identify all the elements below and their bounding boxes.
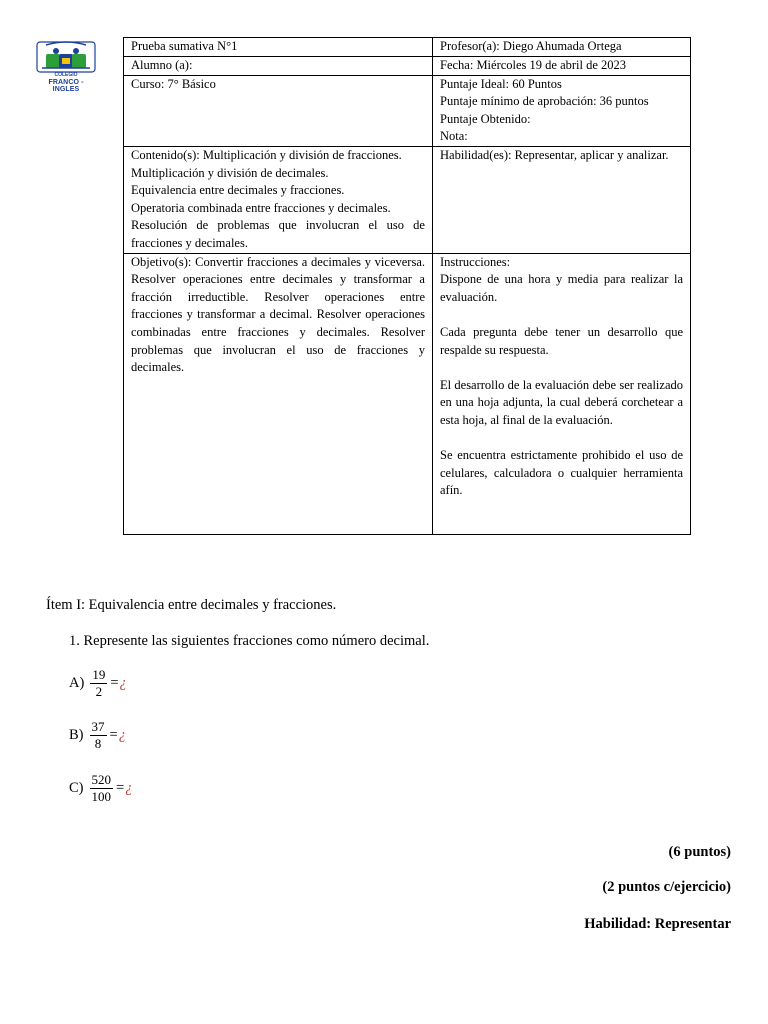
fecha-label: Fecha: Miércoles 19 de abril de 2023: [440, 57, 627, 72]
habilidades-text: Habilidad(es): Representar, aplicar y analizar.: [440, 147, 669, 162]
puntaje-ideal: Puntaje Ideal: 60 Puntos: [440, 76, 562, 91]
contenido-item: Contenido(s): Multiplicación y división de fracciones.: [131, 147, 402, 162]
habilidades-cell: [433, 146, 691, 253]
contenido-item: Resolución de problemas que involucran el uso de fracciones y decimales.: [131, 218, 425, 250]
prueba-label: Prueba sumativa N°1: [131, 39, 238, 53]
habilidad-label: Habilidad: Representar: [584, 916, 731, 932]
instruccion-item: El desarrollo de la evaluación debe ser realizado en una hoja adjunta, la cual deberá corchetear a esta hoja, al final de la evaluación.: [440, 377, 683, 427]
fraction: [90, 668, 107, 699]
profesor-label: Profesor(a): Diego Ahumada Ortega: [440, 39, 622, 53]
equals-sign: =: [109, 727, 118, 743]
fraction-b: [69, 720, 126, 751]
denominator: 100: [91, 789, 111, 804]
contenidos-cell: [124, 146, 433, 253]
fecha-cell: [433, 56, 691, 75]
logo-line1: COLEGIO: [54, 72, 78, 78]
equals-sign: =: [110, 675, 119, 691]
school-logo-emblem-icon: [36, 41, 96, 73]
header-table: [123, 37, 691, 535]
puntos-por-ejercicio: (2 puntos c/ejercicio): [602, 879, 731, 895]
answer-mark: ¿: [118, 727, 126, 743]
logo-line2: FRANCO - INGLES: [48, 79, 84, 93]
fraction: [90, 720, 107, 751]
prueba-cell: [124, 38, 433, 57]
nota-label: Nota:: [440, 129, 468, 144]
fraction-label: A): [69, 675, 85, 691]
fraction-a: [69, 668, 127, 699]
curso-label: Curso: 7° Básico: [131, 76, 216, 91]
numerator: 520: [91, 772, 111, 787]
question-text: 1. Represente las siguientes fracciones como número decimal.: [69, 633, 430, 649]
puntaje-minimo: Puntaje mínimo de aprobación: 36 puntos: [440, 94, 649, 109]
contenido-item: Operatoria combinada entre fracciones y decimales.: [131, 200, 391, 215]
denominator: 2: [95, 684, 103, 699]
school-logo: [36, 41, 96, 103]
profesor-cell: [433, 38, 691, 57]
instrucciones-cell: [433, 253, 691, 534]
alumno-label: Alumno (a):: [131, 57, 193, 72]
fraction-label: C): [69, 780, 84, 796]
objetivos-text: Objetivo(s): Convertir fracciones a decimales y viceversa. Resolver operaciones entre decimales y transformar a fracción irreductible. Resolver operaciones entre fracciones y transformar a decimal. Resolver operaciones combinadas entre fracciones y decimales. Resolver problemas que involucran el uso de fracciones y decimales.: [131, 254, 425, 375]
answer-mark: ¿: [125, 780, 133, 796]
contenido-item: Equivalencia entre decimales y fracciones.: [131, 183, 345, 198]
instruccion-item: Cada pregunta debe tener un desarrollo que respalde su respuesta.: [440, 324, 683, 357]
instrucciones-title: Instrucciones:: [440, 254, 511, 269]
curso-cell: [124, 75, 433, 146]
puntaje-obtenido: Puntaje Obtenido:: [440, 111, 531, 126]
fraction: [90, 773, 114, 804]
item-title: Ítem I: Equivalencia entre decimales y fracciones.: [46, 597, 337, 613]
instruccion-item: Dispone de una hora y media para realizar la evaluación.: [440, 272, 683, 304]
numerator: 19: [92, 667, 106, 682]
contenido-item: Multiplicación y división de decimales.: [131, 165, 329, 180]
equals-sign: =: [116, 780, 125, 796]
fraction-label: B): [69, 727, 84, 743]
puntaje-cell: [433, 75, 691, 146]
instruccion-item: Se encuentra estrictamente prohibido el uso de celulares, calculadora o cualquier herramienta afín.: [440, 448, 683, 498]
alumno-cell: [124, 56, 433, 75]
puntos-total: (6 puntos): [668, 844, 731, 860]
objetivos-cell: [124, 253, 433, 534]
answer-mark: ¿: [119, 675, 127, 691]
denominator: 8: [94, 736, 102, 751]
fraction-c: [69, 773, 132, 804]
numerator: 37: [91, 719, 105, 734]
